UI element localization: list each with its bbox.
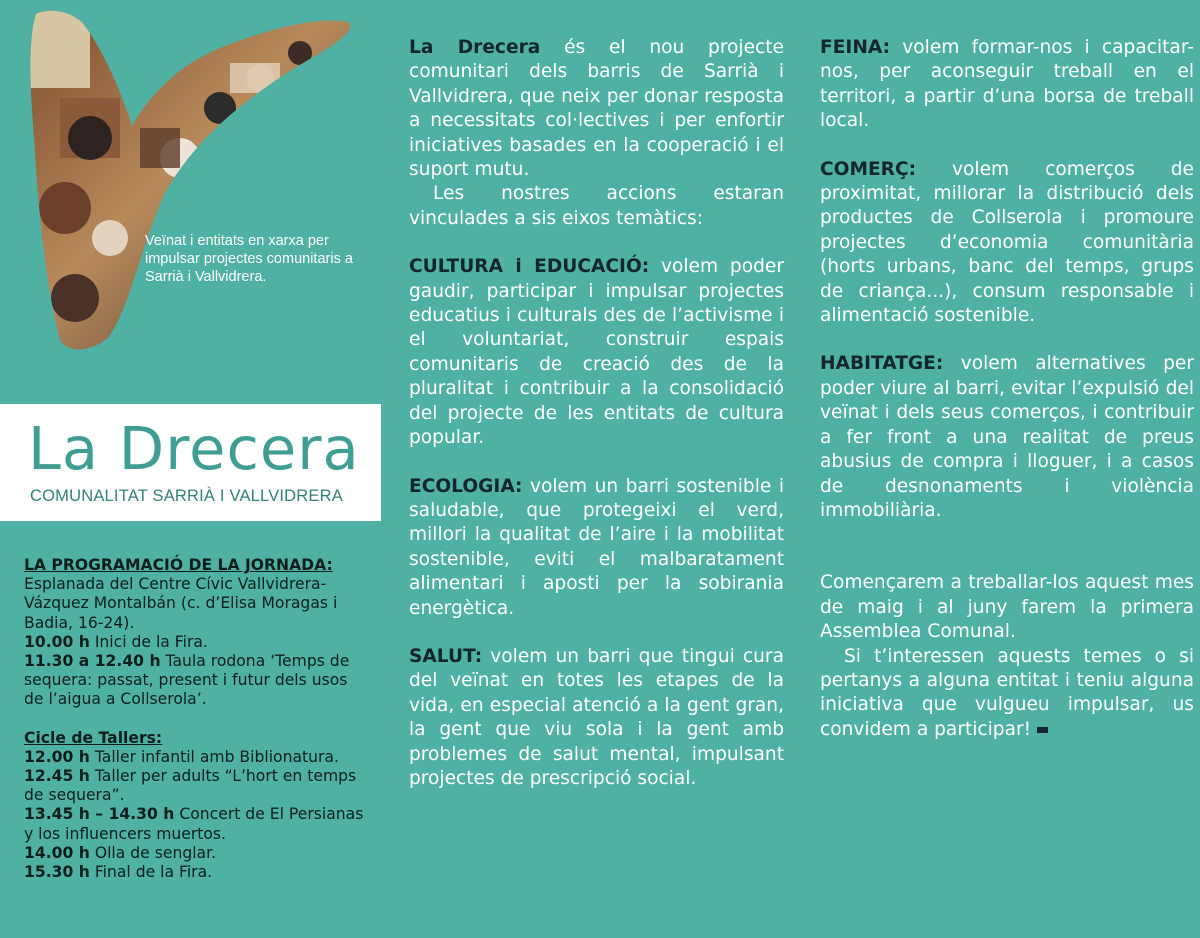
workshop-text: Taller per adults “L’hort en temps de sequera”. <box>24 767 357 805</box>
section-health <box>409 645 784 791</box>
community-photo-collage <box>20 8 370 358</box>
section-title: FEINA: <box>820 37 891 58</box>
schedule-item <box>24 652 369 710</box>
section-text: volem comerços de proximitat, millorar la distribució dels productes de Collserola i promoure projectes d’economia comunitària (horts urbans, banc del temps, grups de criança...), consum responsable i alimentació sostenible. <box>820 158 1194 327</box>
workshop-text: Final de la Fira. <box>94 863 213 882</box>
workshop-item <box>24 767 369 805</box>
section-text: volem poder gaudir, participar i impulsar projectes educatius i culturals des de l’activisme i el voluntariat, construir espais comunitaris de creació des de la pluralitat i contribuir a la consolidació del projecte de les entitats de cultura popular. <box>409 256 784 449</box>
workshop-item <box>24 844 369 863</box>
intro-bold: La Drecera <box>409 37 541 58</box>
intro-paragraph <box>409 36 784 182</box>
logo-title: La Drecera <box>28 414 360 483</box>
workshop-time: 14.00 h <box>24 843 90 862</box>
program-location: Esplanada del Centre Cívic Vallvidrera-Vázquez Montalbán (c. d’Elisa Moragas i Badia, 16-24). <box>24 575 338 632</box>
workshop-time: 15.30 h <box>24 863 90 882</box>
workshop-time: 12.45 h <box>24 767 90 786</box>
schedule-text: Taula rodona ‘Temps de sequera: passat, present i futur dels usos de l’aigua a Collserola’. <box>24 652 350 709</box>
section-title: SALUT: <box>409 645 483 667</box>
section-ecology <box>409 475 784 621</box>
logo-subtitle: COMUNALITAT SARRIÀ I VALLVIDRERA <box>30 487 343 505</box>
section-commerce <box>820 158 1194 329</box>
schedule-time: 11.30 a 12.40 h <box>24 652 161 671</box>
workshop-text: Olla de senglar. <box>94 843 217 862</box>
section-title: ECOLOGIA: <box>409 475 523 497</box>
workshop-item <box>24 748 369 767</box>
intro-text: és el nou projecte comunitari dels barris de Sarrià i Vallvidrera, que neix per donar resposta a necessitats col·lectives i per enfortir iniciatives basades en la cooperació i el suport mutu. <box>409 37 784 181</box>
workshop-time: 13.45 h – 14.30 h <box>24 805 175 824</box>
section-title: HABITATGE: <box>820 353 944 375</box>
section-text: volem un barri que tingui cura del veïnat en totes les etapes de la vida, en especial atenció a la gent gran, la gent que viu sola i la gent amb problemes de salut mental, impulsant projectes de prescripció social. <box>409 645 784 789</box>
section-title: CULTURA i EDUCACIÓ: <box>409 256 650 278</box>
section-text: volem alternatives per poder viure al barri, evitar l’expulsió del veïnat i dels seus comerços, i contribuir a fer front a una realitat de preus abusius de compra i lloguer, i a casos de desnonaments i violència immobiliària. <box>820 353 1194 521</box>
invitation-text: Si t’interessen aquests temes o si pertanys a alguna entitat i teniu alguna iniciativa que vulgueu impulsar, us convidem a participar! <box>820 645 1194 740</box>
schedule-time: 10.00 h <box>24 632 90 651</box>
closing-invitation <box>820 645 1194 743</box>
section-text: volem un barri sostenible i saludable, que protegeixi el verd, millori la qualitat de l’aire i la mobilitat sostenible, eviti el malbaratament alimentari i aposti per la sobirania energètica. <box>409 475 784 619</box>
closing-paragraph: Començarem a treballar-los aquest mes de maig i al juny farem la primera Assemblea Comunal. <box>820 572 1194 643</box>
section-text: volem formar-nos i capacitar-nos, per aconseguir treball en el territori, a partir d’una borsa de treball local. <box>820 37 1194 132</box>
article-column-middle <box>409 36 784 791</box>
end-mark-icon <box>1037 727 1048 733</box>
workshop-text: Concert de El Persianas y los influencers muertos. <box>24 805 364 843</box>
section-work <box>820 36 1194 134</box>
schedule-text: Inici de la Fira. <box>94 632 208 651</box>
section-housing <box>820 352 1194 523</box>
section-culture <box>409 255 784 450</box>
workshop-text: Taller infantil amb Biblionatura. <box>94 747 339 766</box>
workshop-item <box>24 863 369 882</box>
tagline: Veïnat i entitats en xarxa per impulsar projectes comunitaris a Sarrià i Vallvidrera. <box>145 233 353 285</box>
program-schedule <box>24 556 369 882</box>
workshops-heading: Cicle de Tallers: <box>24 728 163 747</box>
section-title: COMERÇ: <box>820 158 917 180</box>
program-heading: LA PROGRAMACIÓ DE LA JORNADA: <box>24 556 333 574</box>
article-column-right <box>820 36 1194 742</box>
logo-banner <box>0 404 381 521</box>
workshop-item <box>24 805 369 843</box>
schedule-item <box>24 633 369 652</box>
workshop-time: 12.00 h <box>24 747 90 766</box>
axes-intro: Les nostres accions estaran vinculades a sis eixos temàtics: <box>409 183 784 229</box>
